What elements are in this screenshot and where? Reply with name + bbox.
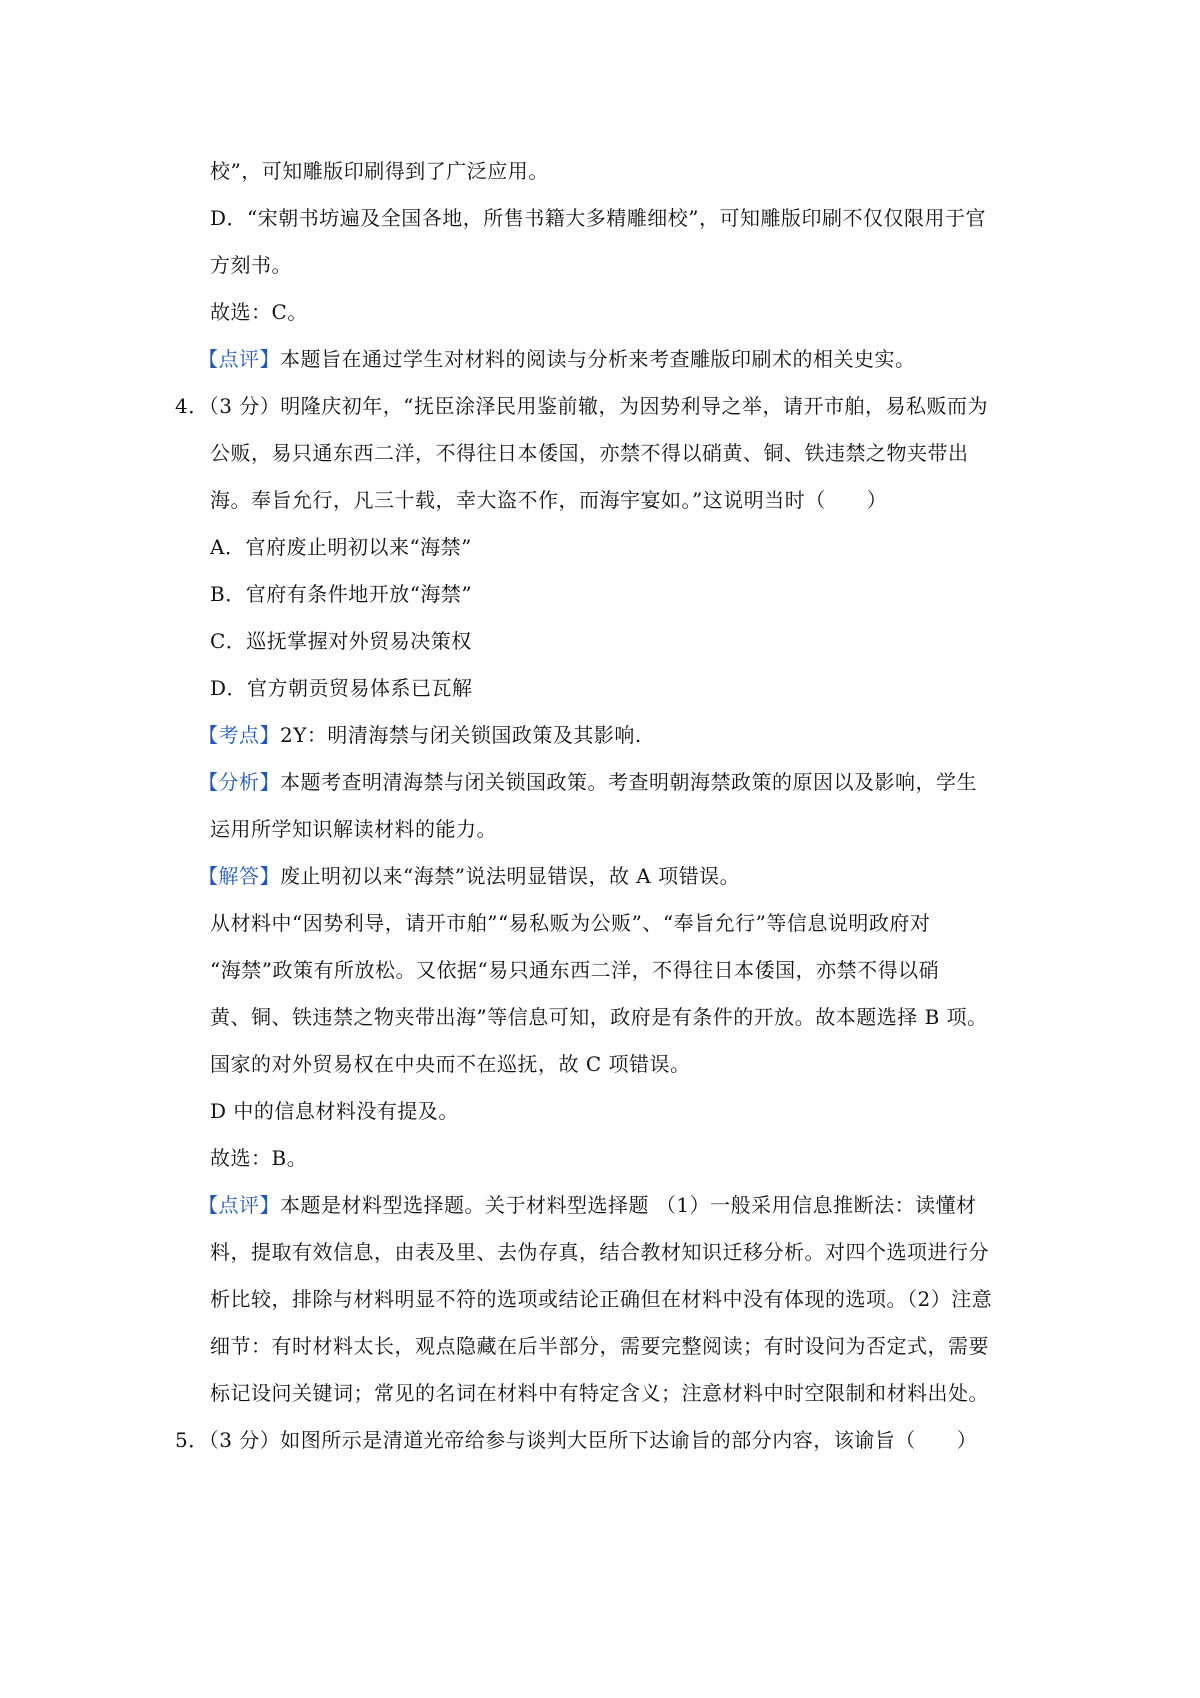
q5-stem-line-1: 5．（3 分）如图所示是清道光帝给参与谈判大臣所下达谕旨的部分内容，该谕旨（ ）: [175, 1428, 978, 1452]
q4-stem-line-1: 4．（3 分）明隆庆初年，“抚臣涂泽民用鉴前辙，为因势利导之举，请开市舶，易私贩而为: [175, 394, 989, 418]
q4-option-c: C．巡抚掌握对外贸易决策权: [210, 629, 472, 653]
q4-jieda-line-4: 黄、铜、铁违禁之物夹带出海”等信息可知，政府是有条件的开放。故本题选择 B 项。: [210, 1005, 988, 1029]
jieda-tag: 【解答】: [198, 864, 280, 888]
q4-jieda: [198, 864, 740, 888]
kaodian-tag: 【考点】: [198, 723, 280, 747]
fenxi-text: 本题考查明清海禁与闭关锁国政策。考查明朝海禁政策的原因以及影响，学生: [280, 770, 977, 794]
q4-jieda-line-2: 从材料中“因势利导，请开市舶”“易私贩为公贩”、“奉旨允行”等信息说明政府对: [210, 911, 931, 935]
comment-tag: 【点评】: [198, 347, 280, 371]
dianping-tag: 【点评】: [198, 1193, 280, 1217]
dianping-text: 本题是材料型选择题。关于材料型选择题 （1）一般采用信息推断法：读懂材: [280, 1193, 977, 1217]
q3-answer-choice: 故选：C。: [210, 300, 308, 324]
q4-stem-line-2: 公贩，易只通东西二洋，不得往日本倭国，亦禁不得以硝黄、铜、铁违禁之物夹带出: [210, 441, 969, 465]
q4-fenxi: [198, 770, 977, 794]
q3-option-d-analysis-cont: 方刻书。: [210, 253, 292, 277]
fenxi-tag: 【分析】: [198, 770, 280, 794]
comment-text: 本题旨在通过学生对材料的阅读与分析来考查雕版印刷术的相关史实。: [280, 347, 916, 371]
q4-option-a: A．官府废止明初以来“海禁”: [210, 535, 472, 559]
q3-option-d-analysis: D．“宋朝书坊遍及全国各地，所售书籍大多精雕细校”，可知雕版印刷不仅仅限用于官: [210, 206, 986, 230]
q4-jieda-line-3: “海禁”政策有所放松。又依据“易只通东西二洋，不得往日本倭国，亦禁不得以硝: [210, 958, 940, 982]
q4-option-d: D．官方朝贡贸易体系已瓦解: [210, 676, 473, 700]
q4-jieda-line-5: 国家的对外贸易权在中央而不在巡抚，故 C 项错误。: [210, 1052, 691, 1076]
q3-comment: [198, 347, 916, 371]
q3-analysis-continuation: 校”，可知雕版印刷得到了广泛应用。: [210, 159, 549, 183]
q4-dianping-line-5: 标记设问关键词；常见的名词在材料中有特定含义；注意材料中时空限制和材料出处。: [210, 1381, 989, 1405]
q4-option-b: B．官府有条件地开放“海禁”: [210, 582, 473, 606]
q4-jieda-line-6: D 中的信息材料没有提及。: [210, 1099, 459, 1123]
q4-dianping-line-4: 细节：有时材料太长，观点隐藏在后半部分，需要完整阅读；有时设问为否定式，需要: [210, 1334, 989, 1358]
q4-fenxi-cont: 运用所学知识解读材料的能力。: [210, 817, 497, 841]
jieda-text: 废止明初以来“海禁”说法明显错误，故 A 项错误。: [280, 864, 741, 888]
q4-answer-choice: 故选：B。: [210, 1146, 308, 1170]
q4-kaodian: [198, 723, 642, 747]
q4-dianping-line-3: 析比较，排除与材料明显不符的选项或结论正确但在材料中没有体现的选项。（2）注意: [210, 1287, 993, 1311]
q4-stem-line-3: 海。奉旨允行，凡三十载，幸大盗不作，而海宇宴如。”这说明当时（ ）: [210, 488, 888, 512]
kaodian-text: 2Y：明清海禁与闭关锁国政策及其影响.: [280, 723, 642, 747]
q4-dianping-line-2: 料，提取有效信息，由表及里、去伪存真，结合教材知识迁移分析。对四个选项进行分: [210, 1240, 989, 1264]
q4-dianping: [198, 1193, 977, 1217]
